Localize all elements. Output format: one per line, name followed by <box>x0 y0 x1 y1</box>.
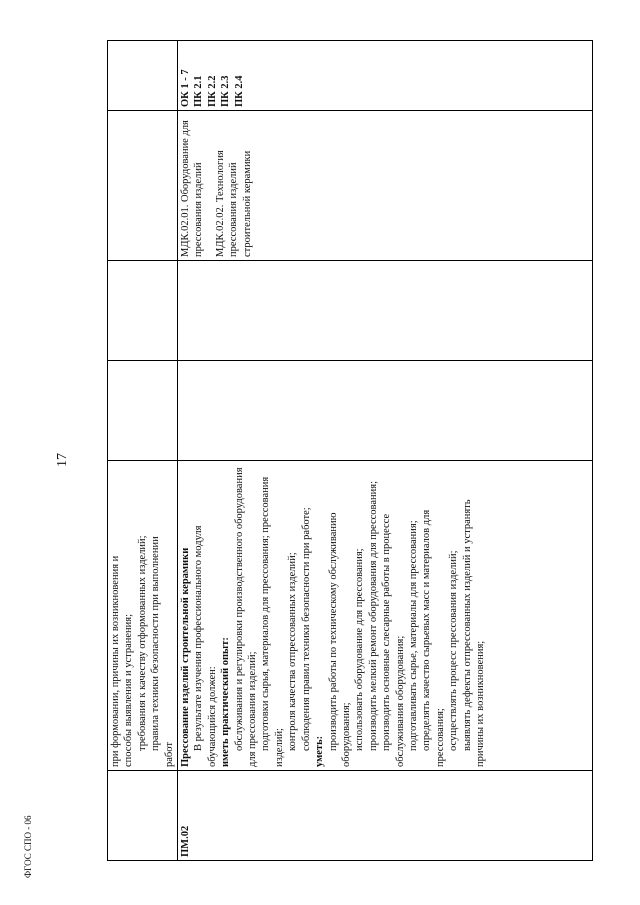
hours-cell <box>108 361 178 461</box>
skill-item: выявлять дефекты отпрессованных изделий и устранять причины их возникновения; <box>461 499 486 767</box>
spacer <box>206 114 214 257</box>
experience-item: обслуживания и регулировки производственного оборудования для прессования изделий; <box>233 467 259 767</box>
skill-item: использовать оборудование для прессования; <box>354 548 366 751</box>
hours-cell <box>108 261 178 361</box>
skill-item: производить основные слесарные работы в процессе обслуживания оборудования; <box>381 513 406 767</box>
mdk-cell <box>108 111 178 261</box>
competency-list <box>178 41 593 111</box>
skills-heading: уметь: <box>314 735 326 767</box>
experience-item: подготовки сырья, материалов для прессования; прессования изделий; <box>260 476 285 767</box>
footer-note: ФГОС СПО - 06 <box>23 815 33 878</box>
module-table <box>107 40 593 861</box>
text-line: правила техники безопасности при выполнении <box>150 536 162 751</box>
competency-item: ПК 2.3 <box>220 75 232 107</box>
competency-item: ПК 2.4 <box>233 75 245 107</box>
experience-item: контроля качества отпрессованных изделий; <box>287 552 299 751</box>
text-line: способы выявления и устранения; <box>123 613 135 767</box>
mdk-item: МДК.02.02. Технология прессования изделий строительной керамики <box>214 150 253 257</box>
page-number: 17 <box>55 453 70 467</box>
competency-item: ПК 2.2 <box>206 75 218 107</box>
hours-cell <box>178 261 593 361</box>
hours-cell <box>178 361 593 461</box>
skill-item: производить мелкий ремонт оборудования для прессования; <box>367 480 379 751</box>
module-description <box>178 461 593 771</box>
rotated-page <box>107 41 590 861</box>
skill-item: производить работы по техническому обслуживанию оборудования; <box>327 512 352 767</box>
skill-item: подготавливать сырье, материалы для прессования; <box>407 520 419 751</box>
module-title: Прессование изделий строительной керамики <box>180 547 192 767</box>
table-row <box>108 41 178 861</box>
module-intro: В результате изучения профессионального модуля обучающийся должен: <box>193 525 218 767</box>
text-line: требования к качеству отформованных изделий; <box>136 535 148 751</box>
experience-heading: иметь практический опыт: <box>220 637 232 767</box>
mdk-item: МДК.02.01. Оборудование для прессования изделий <box>180 120 205 257</box>
experience-item: соблюдения правил техники безопасности при работе; <box>300 507 312 751</box>
mdk-list <box>178 111 593 261</box>
table-row <box>178 41 593 861</box>
text-line: при формовании, причины их возникновения и <box>110 555 121 767</box>
competency-cell <box>108 41 178 111</box>
text-line: работ <box>163 742 175 767</box>
module-code: ПМ.02 <box>178 771 593 861</box>
description-cell-continued <box>108 461 178 771</box>
competency-item: ПК 2.1 <box>193 75 205 107</box>
competency-item: ОК 1 - 7 <box>180 69 192 107</box>
skill-item: осуществлять процесс прессования изделий; <box>448 550 460 751</box>
code-cell-empty <box>108 771 178 861</box>
skill-item: определять качество сырьевых масс и материалов для прессования; <box>421 509 446 767</box>
